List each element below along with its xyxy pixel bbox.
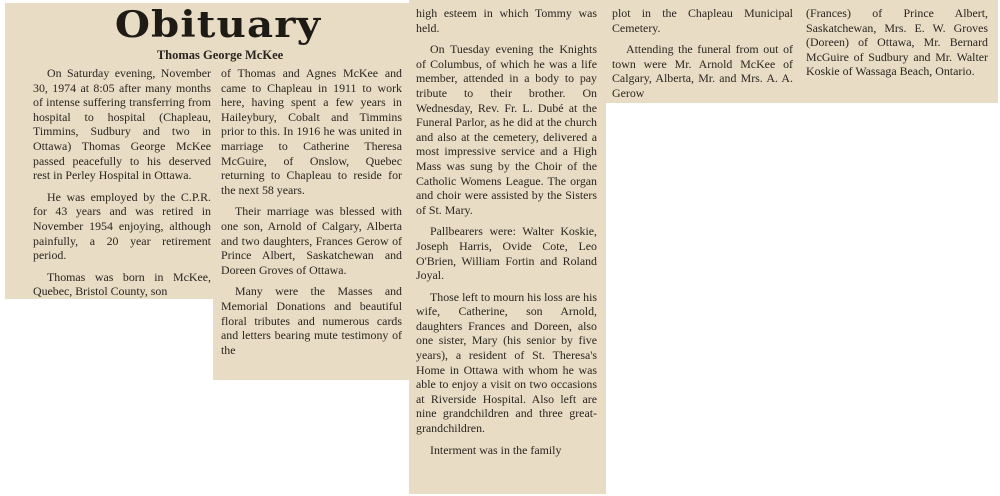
paragraph: On Tuesday evening the Knights of Columbus, of which he was a life member, attended in a body to pay tribute to their brother. On Wednesday, Rev. Fr. L. Dubé at the Funeral Parlor, as he did at the church and also at the cemetery, delivered a most impressive service and a High Mass was sung by the Choir of the Catholic Womens League. The organ and choir were assisted by the Sisters of St. Mary. [416, 42, 597, 217]
paragraph: Many were the Masses and Memorial Donations and beautiful floral tributes and numerous cards and letters bearing mute testimony of the [221, 284, 402, 357]
column-2 [221, 66, 402, 364]
paragraph: Attending the funeral from out of town were Mr. Arnold McKee of Calgary, Alberta, Mr. and Mrs. A. A. Gerow [612, 42, 793, 100]
paragraph: Thomas was born in McKee, Quebec, Bristol County, son [33, 269, 211, 299]
byline: Thomas George McKee [156, 48, 284, 62]
paragraph: (Frances) of Prince Albert, Saskatchewan, Mrs. E. W. Groves (Doreen) of Ottawa, Mr. Bernard McGuire of Sudbury and Mr. Walter Koskie of Wassaga Beach, Ontario. [806, 6, 988, 79]
paragraph: Those left to mourn his loss are his wife, Catherine, son Arnold, daughters Frances and Doreen, also one sister, Mary (his senior by five years), a resident of St. Theresa's Home in Ottawa with whom he was able to enjoy a visit on two occasions at Riverside Hospital. Also left are nine grandchildren and three great-grandchildren. [416, 289, 597, 436]
paragraph: Pallbearers were: Walter Koskie, Joseph Harris, Ovide Cote, Leo O'Brien, William Fortin and Roland Joyal. [416, 224, 597, 283]
paragraph: of Thomas and Agnes McKee and came to Chapleau in 1911 to work here, having spent a few years in Haileybury, Cobalt and Timmins prior to this. In 1916 he was united in marriage to Catherine Theresa McGuire, of Onslow, Quebec returning to Chapleau to reside for the next 58 years. [221, 66, 402, 197]
column-4 [612, 6, 793, 108]
column-5 [806, 6, 988, 86]
obituary-masthead: Obituary [114, 4, 322, 46]
paragraph: On Saturday evening, November 30, 1974 at 8:05 after many months of intense suffering transferring from hospital to hospital (Chapleau, Timmins, Sudbury and two in Ottawa) Thomas George McKee passed peacefully to his deserved rest in Perley Hospital in Ottawa. [33, 66, 211, 183]
paragraph: high esteem in which Tommy was held. [416, 6, 597, 35]
paragraph: Interment was in the family [430, 442, 562, 457]
paragraph: plot in the Chapleau Municipal Cemetery. [612, 6, 793, 35]
column-3 [416, 6, 597, 464]
paragraph: He was employed by the C.P.R. for 43 years and was retired in November 1954 enjoying, although painfully, a 20 year retirement period. [33, 189, 211, 263]
paragraph: Their marriage was blessed with one son, Arnold of Calgary, Alberta and two daughters, Frances Gerow of Prince Albert, Saskatchewan and Doreen Groves of Ottawa. [221, 204, 402, 277]
column-1 [33, 66, 211, 306]
